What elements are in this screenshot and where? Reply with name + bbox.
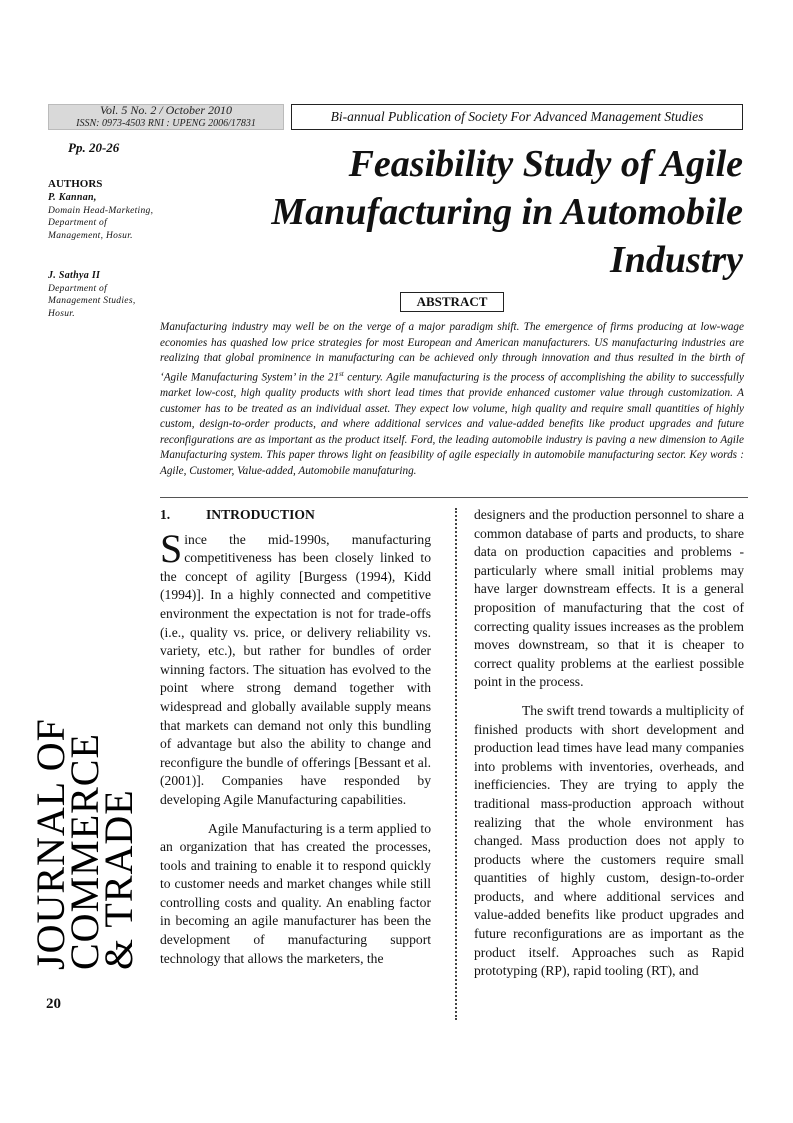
abstract-label: ABSTRACT <box>400 292 504 312</box>
paragraph-1-text: ince the mid-1990s, manufacturing competitiveness has been closely linked to the concept of agility [Burgess (1994), Kidd (1994)]. In a highly connected and competitive environment the expectation is not for trade-offs (i.e., quality vs. price, or delivery reliability vs. variety, etc.), but rather for bundles of order winning factors. The situation has evolved to the point where strong demand together with widespread and globally available supply means that markets can demand not only this bundling of advantage but also the ability to change and reconfigure the bundle of offerings [Bessant et al. (2001)]. Companies have responded by developing Agile Manufacturing capabilities. <box>160 531 431 807</box>
section-heading <box>160 506 431 525</box>
title-line-1: Feasibility Study of Agile <box>348 143 743 185</box>
volume-info: Vol. 5 No. 2 / October 2010 <box>100 103 232 117</box>
abstract-part-b: century. Agile manufacturing is the process of accomplishing the ability to successfully market low-cost, high quality products with short lead times that provide enhanced customer value through customization. A customer has to be treated as an individual asset. They expect low volume, high quality and require small quantities of highly custom, design-to-order products, and where additional services and value-added benefits like product upgrades and future reconfigurations are as important as the product itself. Ford, the leading automobile industry is paving a new dimension to Agile Manufacturing system. This paper throws light on feasibility of agile especially in automobile manufacturing sector. Key words : Agile, Customer, Value-added, Automobile manufaturing. <box>160 371 745 478</box>
abstract-text <box>160 320 744 480</box>
title-line-3: Industry <box>609 239 743 281</box>
body-column-left <box>160 506 431 968</box>
paragraph-1 <box>160 525 431 810</box>
author-2 <box>48 270 160 320</box>
paragraph-2: Agile Manufacturing is a term applied to an organization that has created the processes, tools and training to enable it to respond quickly to customer needs and market changes while still controlling costs and quality. An enabling factor in becoming an agile manufacturer has been the development of manufacturing support technology that allows the marketers, the <box>160 820 431 966</box>
column-divider <box>455 508 458 1020</box>
author-1-name: P. Kannan, <box>48 192 97 203</box>
author-1 <box>48 192 160 242</box>
journal-logo-line-1: JOURNAL OF <box>28 718 73 970</box>
abstract-part-a: Manufacturing industry may well be on the verge of a major paradigm shift. The emergence of firms producing at low-wage economies has quashed low price strategies for most European and American manufacturers. US manufacturing industries are realizing that global prominence in manufacturing can be achieved only through innovation and thus resulted in the birth of ‘Agile Manufacturing System’ in the 21 <box>160 321 744 384</box>
author-2-affiliation: Department of Management Studies, Hosur. <box>48 283 136 319</box>
author-1-affiliation: Domain Head-Marketing, Department of Management, Hosur. <box>48 205 154 241</box>
drop-cap: S <box>160 525 183 571</box>
publication-banner: Bi-annual Publication of Society For Advanced Management Studies <box>291 104 743 130</box>
page-number: 20 <box>46 996 61 1012</box>
page-range: Pp. 20-26 <box>68 140 120 155</box>
paper-title <box>190 140 743 284</box>
authors-label: AUTHORS <box>48 178 103 190</box>
title-line-2: Manufacturing in Automobile <box>271 191 743 233</box>
author-2-name: J. Sathya II <box>48 270 101 281</box>
abstract-superscript: st <box>339 369 344 378</box>
paragraph-4: The swift trend towards a multiplicity of finished products with short development and production lead times have lead many companies into problems with inventories, overheads, and inefficiencies. They are trying to apply the traditional mass-production approach without realizing that the whole environment has changed. Mass production does not apply to products where the customers require small quantities of highly custom, design-to-order products, and where additional services and value-added benefits like product upgrades and future reconfigurations are as important as the product itself. Approaches such as Rapid prototyping (RP), rapid tooling (RT), and <box>474 702 744 979</box>
section-title: INTRODUCTION <box>206 507 315 522</box>
journal-logo-line-2: COMMERCE <box>62 733 107 970</box>
section-number: 1. <box>160 507 171 522</box>
body-column-right <box>474 506 744 981</box>
journal-logo <box>28 718 141 970</box>
abstract-rule <box>160 497 748 498</box>
journal-logo-line-3: & TRADE <box>96 789 141 970</box>
paragraph-3: designers and the production personnel to share a common database of parts and products, to share data on production capacities and problems - particularly where small initial problems may have larger downstream effects. It is a general proposition of manufacturing that the cost of correcting quality issues increases as the problem moves downstream, so that it is cheaper to correct quality problems at the earliest possible point in the process. <box>474 507 744 690</box>
issn-info: ISSN: 0973-4503 RNI : UPENG 2006/17831 <box>76 118 256 129</box>
